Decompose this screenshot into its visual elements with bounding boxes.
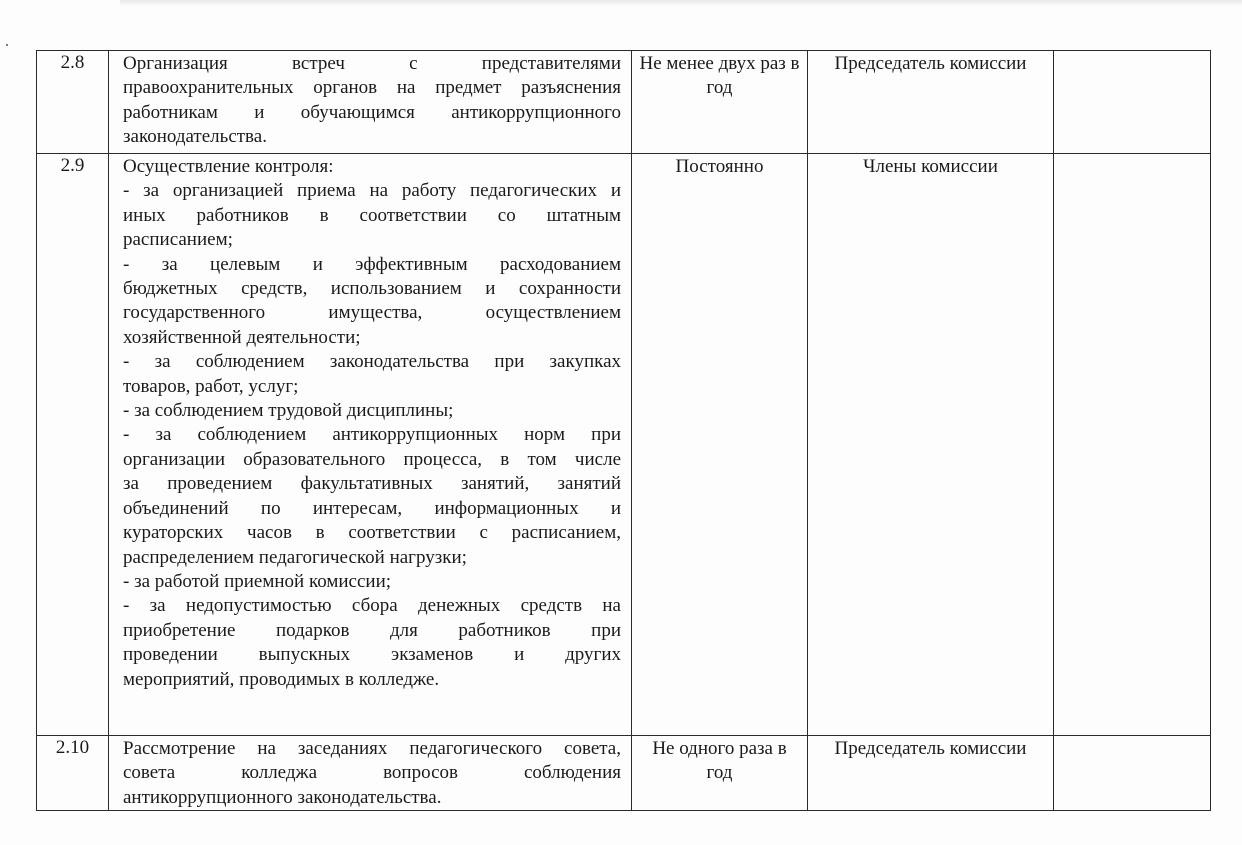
description-line: проведении выпускных экзаменов и других bbox=[123, 644, 621, 666]
anticorruption-plan-table bbox=[36, 50, 1211, 811]
description-line: расписанием; bbox=[123, 229, 233, 251]
description-line: - за целевым и эффективным расходованием bbox=[123, 253, 621, 275]
description-line: организации образовательного процесса, в том числе bbox=[123, 448, 621, 470]
row-number-cell bbox=[37, 51, 109, 154]
description-line: антикоррупционного законодательства. bbox=[123, 786, 442, 808]
description-line: хозяйственной деятельности; bbox=[123, 326, 361, 348]
scan-edge-shadow bbox=[120, 0, 1242, 6]
note-cell bbox=[1054, 154, 1211, 736]
description-line: Осуществление контроля: bbox=[123, 156, 334, 177]
description-line: работникам и обучающимся антикоррупционного bbox=[123, 101, 621, 123]
description-line: совета колледжа вопросов соблюдения bbox=[123, 762, 621, 784]
row-number: 2.9 bbox=[60, 155, 85, 176]
table-body bbox=[37, 51, 1211, 811]
term-text: Не одного раза в год bbox=[652, 738, 787, 784]
row-number-cell bbox=[37, 736, 109, 811]
table-row bbox=[37, 736, 1211, 811]
description-line: - за недопустимостью сбора денежных средств на bbox=[123, 595, 621, 617]
description-line: объединений по интересам, информационных и bbox=[123, 497, 621, 519]
responsible-cell bbox=[808, 51, 1054, 154]
responsible-text: Председатель комиссии bbox=[834, 738, 1027, 759]
term-cell bbox=[632, 51, 808, 154]
row-number: 2.10 bbox=[55, 737, 90, 758]
term-text: Не менее двух раз в год bbox=[639, 53, 800, 99]
description-line: кураторских часов в соответствии с расписанием, bbox=[123, 522, 621, 544]
description-cell bbox=[109, 51, 632, 154]
description-cell bbox=[109, 154, 632, 736]
description-line: приобретение подарков для работников при bbox=[123, 619, 621, 641]
note-cell bbox=[1054, 51, 1211, 154]
responsible-text: Члены комиссии bbox=[863, 156, 998, 177]
description-line: - за работой приемной комиссии; bbox=[123, 570, 392, 592]
description-line: - за соблюдением трудовой дисциплины; bbox=[123, 400, 454, 422]
description-line: Рассмотрение на заседаниях педагогического совета, bbox=[123, 738, 621, 759]
responsible-cell bbox=[808, 154, 1054, 736]
term-cell bbox=[632, 736, 808, 811]
description-line: - за соблюдением законодательства при закупках bbox=[123, 351, 621, 373]
description-line: мероприятий, проводимых в колледже. bbox=[123, 668, 440, 690]
description-line: правоохранительных органов на предмет разъяснения bbox=[123, 77, 621, 99]
description-line: бюджетных средств, использованием и сохранности bbox=[123, 278, 621, 300]
description-line: Организация встреч с представителями bbox=[123, 53, 621, 74]
table-row bbox=[37, 154, 1211, 736]
term-cell bbox=[632, 154, 808, 736]
term-text: Постоянно bbox=[675, 156, 764, 177]
description-line: товаров, работ, услуг; bbox=[123, 375, 299, 397]
responsible-text: Председатель комиссии bbox=[834, 53, 1027, 74]
description-line: - за соблюдением антикоррупционных норм при bbox=[123, 424, 621, 446]
description-cell bbox=[109, 736, 632, 811]
responsible-cell bbox=[808, 736, 1054, 811]
description-line: государственного имущества, осуществлением bbox=[123, 302, 621, 324]
table-row bbox=[37, 51, 1211, 154]
description-line: иных работников в соответствии со штатным bbox=[123, 204, 621, 226]
description-line: распределением педагогической нагрузки; bbox=[123, 546, 467, 568]
row-number-cell bbox=[37, 154, 109, 736]
scan-speck bbox=[6, 44, 8, 46]
row-number: 2.8 bbox=[60, 52, 85, 73]
note-cell bbox=[1054, 736, 1211, 811]
description-line: за проведением факультативных занятий, занятий bbox=[123, 473, 621, 495]
description-line: законодательства. bbox=[123, 126, 267, 148]
description-line: - за организацией приема на работу педагогических и bbox=[123, 180, 621, 202]
